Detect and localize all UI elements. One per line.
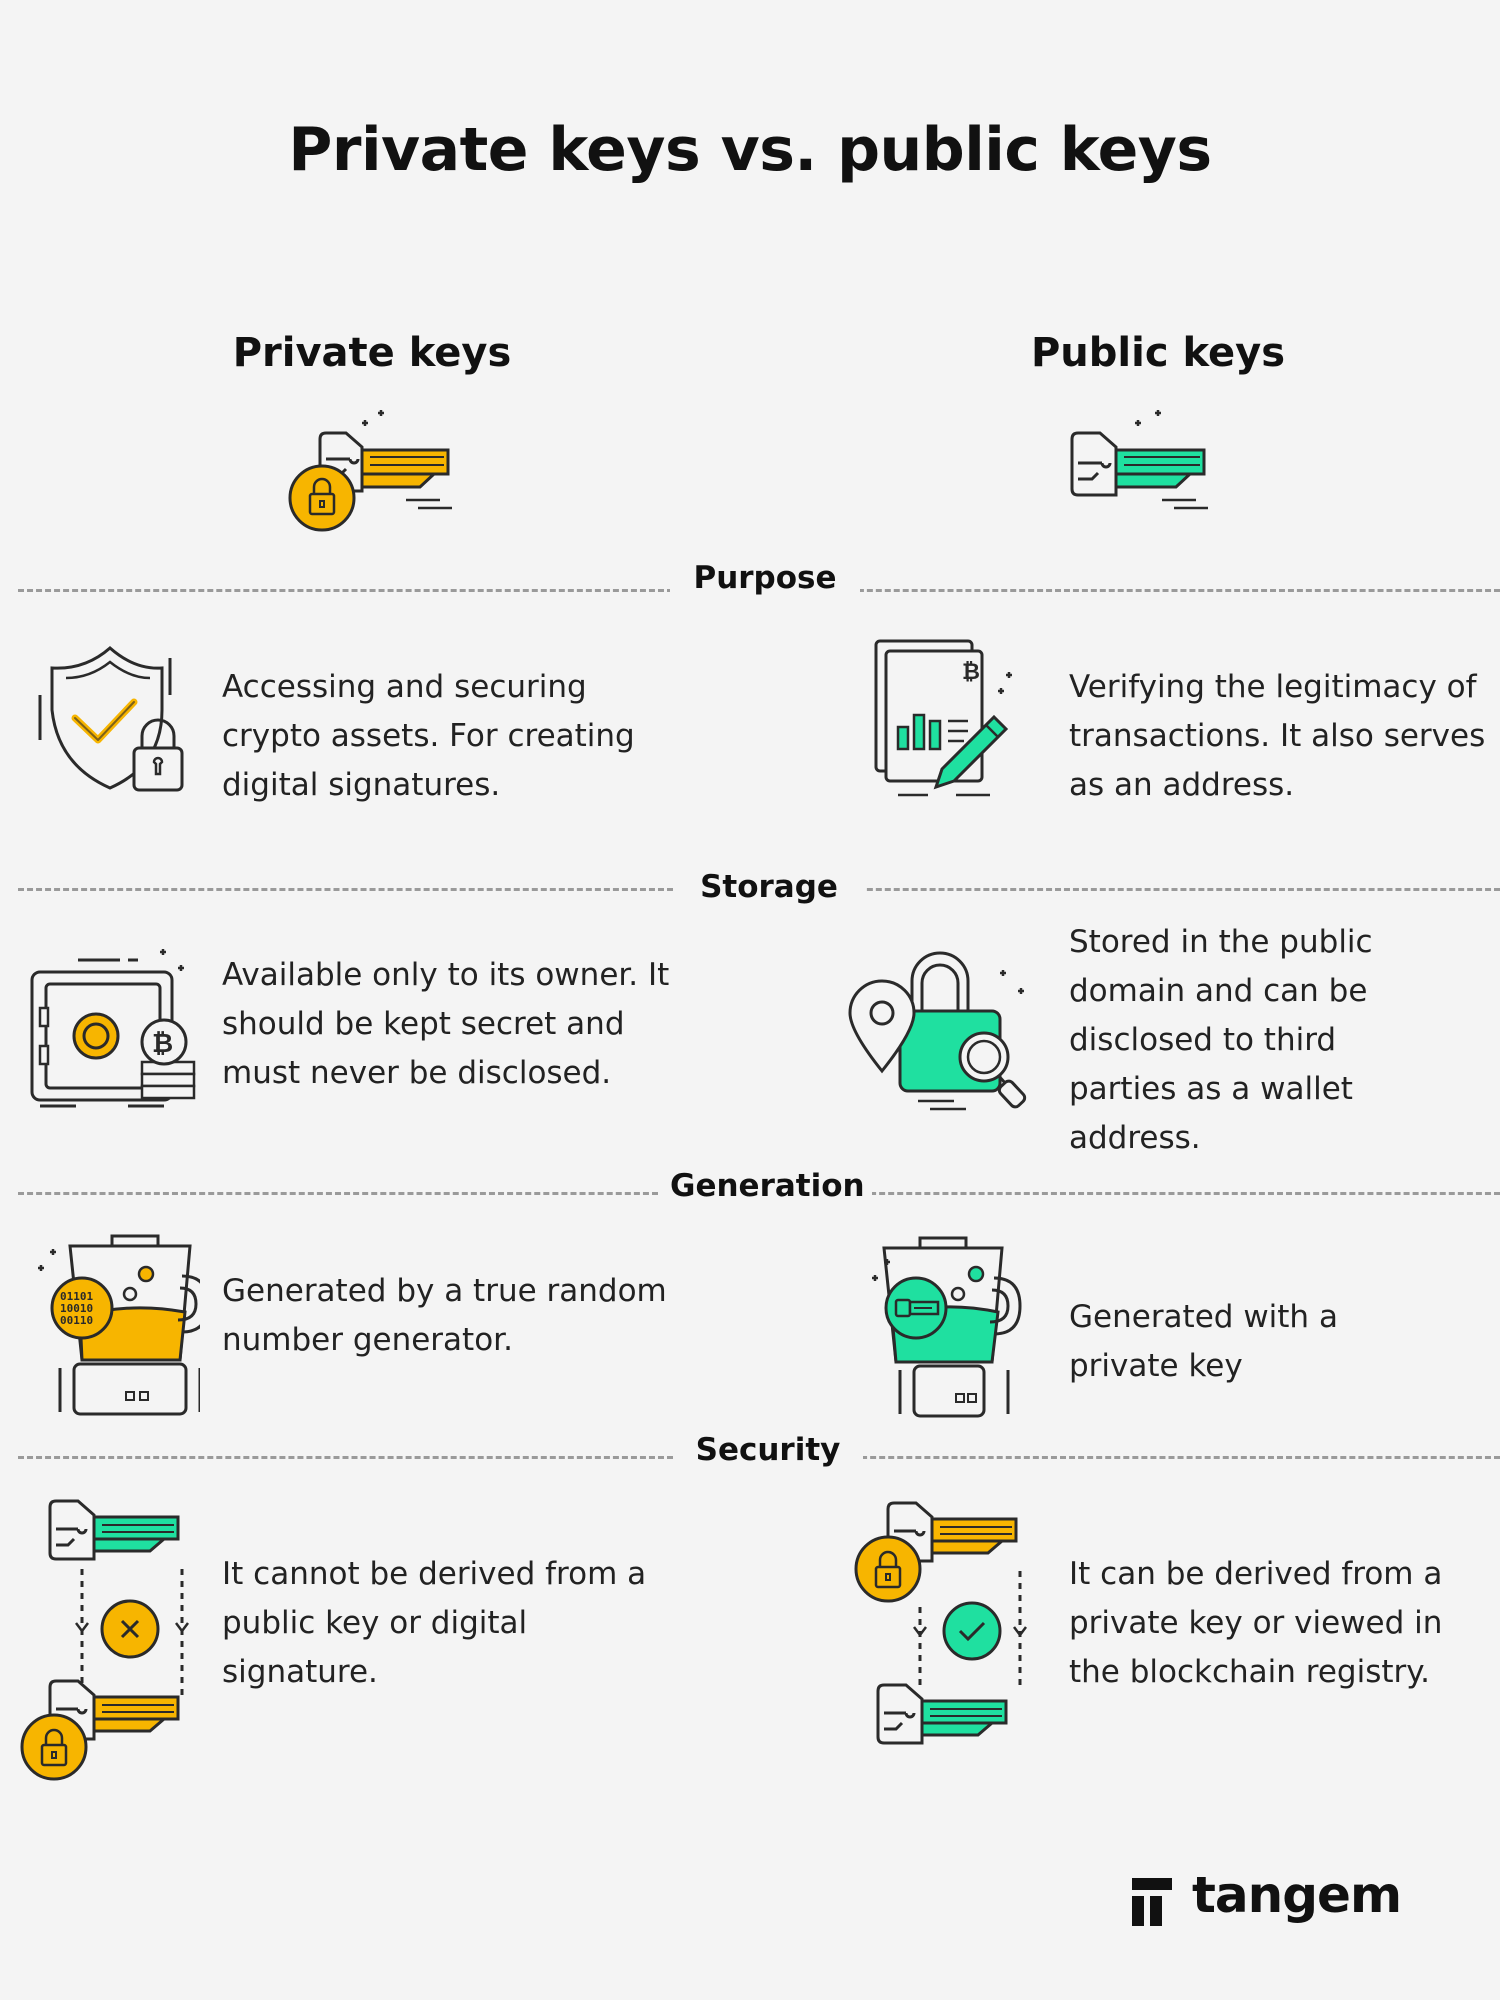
purpose-private-text: Accessing and securing crypto assets. For creating digital signatures. [222,669,635,803]
private-key-icon [280,395,480,535]
shield-lock-icon [30,640,200,800]
padlock-search-icon [848,945,1048,1115]
binary-digits-line: 10010 [60,1302,94,1315]
storage-private-text: Available only to its owner. It should be kept secret and must never be disclosed. [222,957,670,1091]
document-pen-icon [870,635,1030,805]
divider-line [18,1456,673,1459]
divider-line [840,589,1500,592]
section-label-purpose: Purpose [670,560,860,596]
key-derive-check-icon [848,1497,1048,1767]
generation-private-text: Generated by a true random number generator. [222,1273,667,1358]
blender-binary-icon [30,1232,200,1422]
tangem-logo-icon [1130,1876,1174,1928]
divider-line [18,589,673,592]
safe-bitcoin-icon [28,948,208,1118]
section-label-security: Security [673,1432,863,1468]
brand-name: tangem [1192,1866,1402,1924]
brand-logo [1130,1866,1430,1942]
purpose-public-text: Verifying the legitimacy of transactions. It also serves as an address. [1069,669,1486,803]
page-title: Private keys vs. public keys [288,115,1212,185]
storage-public-text: Stored in the public domain and can be disclosed to third parties as a wallet address. [1069,924,1373,1156]
divider-line [18,1192,658,1195]
column-header-private: Private keys [232,330,512,376]
generation-public-text: Generated with a private key [1069,1299,1338,1384]
divider-line [843,1456,1500,1459]
svg-text:₿: ₿ [152,1029,174,1059]
binary-digits-line: 00110 [60,1314,94,1327]
security-private-text: It cannot be derived from a public key or digital signature. [222,1556,647,1690]
public-key-icon [1050,395,1250,515]
blender-key-icon [870,1234,1040,1424]
divider-line [18,888,673,891]
security-public-text: It can be derived from a private key or viewed in the blockchain registry. [1069,1556,1443,1690]
binary-digits-line: 01101 [60,1290,94,1303]
divider-line [852,1192,1500,1195]
divider-line [840,888,1500,891]
column-header-public: Public keys [1030,330,1286,376]
section-label-generation: Generation [660,1168,872,1204]
key-derive-cross-icon [18,1495,208,1785]
section-label-storage: Storage [673,869,865,905]
svg-text:₿: ₿ [962,660,980,685]
